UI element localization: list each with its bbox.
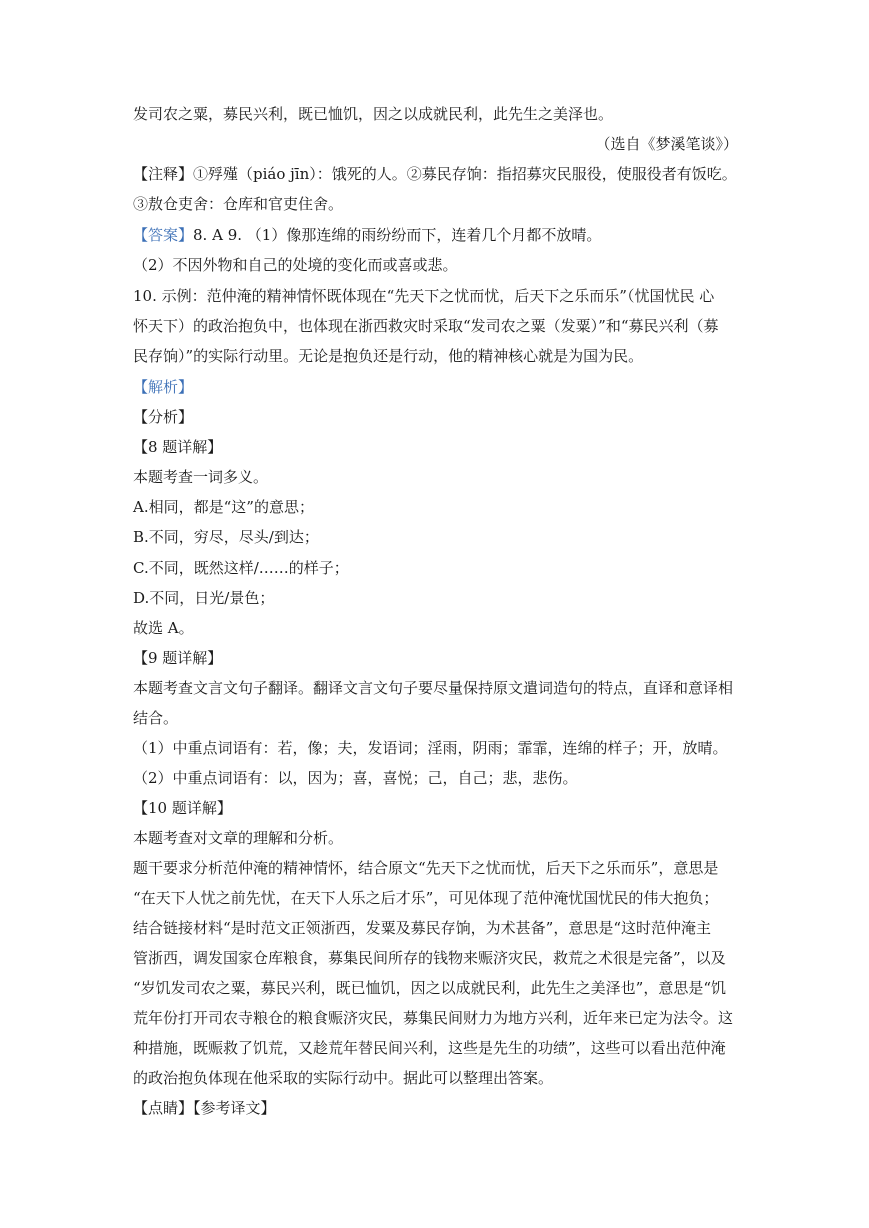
- q9-text-3: （1）中重点词语有：若，像；夫，发语词；淫雨，阴雨；霏霏，连绵的样子；开，放晴。: [133, 739, 728, 757]
- q8-conclusion: 故选 A。: [133, 619, 194, 637]
- answer-line-2: （2）不因外物和自己的处境的变化而或喜或悲。: [133, 256, 458, 274]
- annotation-line-1: 【注释】①殍殣（piáo jīn）：饿死的人。②募民存饷：指招募灾民服役，使服役者有饭吃。: [133, 165, 737, 183]
- q10-text-5: 管浙西，调发国家仓库粮食，募集民间所存的钱物来赈济灾民，救荒之术很是完备”，以及: [133, 949, 726, 967]
- answer-10-line-2: 怀天下）的政治抱负中，也体现在浙西救灾时采取“发司农之粟（发粟）”和“募民兴利（募: [133, 317, 719, 335]
- q10-text-1: 本题考查对文章的理解和分析。: [133, 829, 344, 847]
- q9-text-2: 结合。: [133, 709, 179, 727]
- q8-option-a: A.相同，都是“这”的意思；: [133, 498, 314, 516]
- fenxi-heading: 【分析】: [133, 408, 194, 426]
- q9-text-4: （2）中重点词语有：以，因为；喜，喜悦；己，自己；悲，悲伤。: [133, 769, 578, 787]
- q10-text-9: 的政治抱负体现在他采取的实际行动中。据此可以整理出答案。: [133, 1069, 554, 1087]
- q10-text-7: 荒年份打开司农寺粮仓的粮食赈济灾民，募集民间财力为地方兴利，近年来已定为法令。这: [133, 1009, 734, 1027]
- q8-option-d: D.不同，日光/景色；: [133, 589, 275, 607]
- text-line-1: 发司农之粟，募民兴利，既已恤饥，因之以成就民利，此先生之美泽也。: [133, 105, 614, 123]
- source-citation: （选自《梦溪笔谈》）: [595, 135, 738, 153]
- q8-option-c: C.不同，既然这样/……的样子；: [133, 559, 349, 577]
- q10-text-6: “岁饥发司农之粟，募民兴利，既已恤饥，因之以成就民利，此先生之美泽也”，意思是“饥: [133, 979, 727, 997]
- answer-10-line-3: 民存饷）”的实际行动里。无论是抱负还是行动，他的精神核心就是为国为民。: [133, 347, 644, 365]
- q10-heading: 【10 题详解】: [133, 799, 232, 817]
- q8-option-b: B.不同，穷尽，尽头/到达；: [133, 528, 319, 546]
- q9-heading: 【9 题详解】: [133, 649, 223, 667]
- answer-text: 8. A 9. （1）像那连绵的雨纷纷而下，连着几个月都不放晴。: [193, 226, 602, 244]
- answer-line: [133, 225, 743, 245]
- answer-label: 【答案】: [133, 226, 194, 244]
- q9-text-1: 本题考查文言文句子翻译。翻译文言文句子要尽量保持原文遣词造句的特点，直译和意译相: [133, 679, 734, 697]
- q8-heading: 【8 题详解】: [133, 438, 223, 456]
- dianjing-heading: 【点睛】【参考译文】: [133, 1099, 276, 1117]
- q10-text-2: 题干要求分析范仲淹的精神情怀，结合原文“先天下之忧而忧，后天下之乐而乐”，意思是: [133, 859, 719, 877]
- q10-text-3: “在天下人忧之前先忧，在天下人乐之后才乐”，可见体现了范仲淹忧国忧民的伟大抱负；: [133, 889, 719, 907]
- analysis-heading: 【解析】: [133, 378, 194, 396]
- q8-text-1: 本题考查一词多义。: [133, 468, 269, 486]
- q10-text-4: 结合链接材料“是时范文正领浙西，发粟及募民存饷，为术甚备”，意思是“这时范仲淹主: [133, 919, 712, 937]
- q10-text-8: 种措施，既赈救了饥荒，又趁荒年替民间兴利，这些是先生的功绩”，这些可以看出范仲淹: [133, 1039, 726, 1057]
- answer-10-line-1: 10. 示例：范仲淹的精神情怀既体现在“先天下之忧而忧，后天下之乐而乐”（忧国忧民 心: [133, 287, 715, 305]
- annotation-line-2: ③敖仓吏舍：仓库和官吏住舍。: [133, 195, 344, 213]
